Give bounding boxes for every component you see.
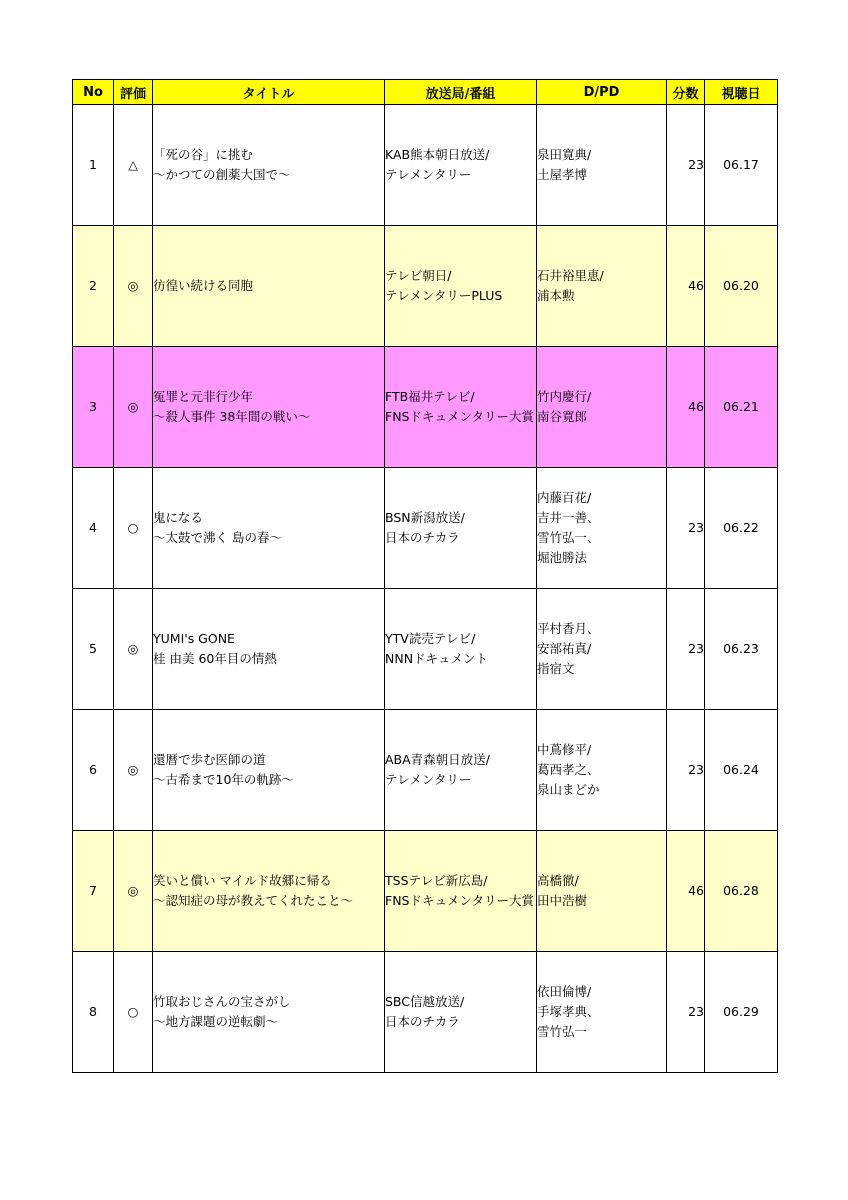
cell-rating: ○ xyxy=(114,952,153,1073)
cell-director: 内藤百花/ 吉井一善、 雪竹弘一、 堀池勝法 xyxy=(537,468,667,589)
cell-no: 7 xyxy=(73,831,114,952)
cell-station: テレビ朝日/ テレメンタリーPLUS xyxy=(385,226,537,347)
cell-title: 冤罪と元非行少年 ～殺人事件 38年間の戦い～ xyxy=(153,347,385,468)
cell-date: 06.21 xyxy=(705,347,778,468)
cell-no: 1 xyxy=(73,105,114,226)
cell-title: 笑いと償い マイルド故郷に帰る ～認知症の母が教えてくれたこと～ xyxy=(153,831,385,952)
cell-minutes: 46 xyxy=(667,831,705,952)
header-title: タイトル xyxy=(153,80,385,105)
cell-rating: ◎ xyxy=(114,710,153,831)
cell-minutes: 46 xyxy=(667,347,705,468)
cell-date: 06.24 xyxy=(705,710,778,831)
cell-date: 06.17 xyxy=(705,105,778,226)
cell-rating: ◎ xyxy=(114,831,153,952)
cell-no: 8 xyxy=(73,952,114,1073)
table-row xyxy=(73,468,778,589)
cell-station: TSSテレビ新広島/ FNSドキュメンタリー大賞 xyxy=(385,831,537,952)
table-row xyxy=(73,347,778,468)
cell-station: SBC信越放送/ 日本のチカラ xyxy=(385,952,537,1073)
table-row xyxy=(73,589,778,710)
cell-station: BSN新潟放送/ 日本のチカラ xyxy=(385,468,537,589)
cell-minutes: 23 xyxy=(667,952,705,1073)
header-minutes: 分数 xyxy=(667,80,705,105)
cell-rating: ◎ xyxy=(114,226,153,347)
table-row xyxy=(73,226,778,347)
cell-station: YTV読売テレビ/ NNNドキュメント xyxy=(385,589,537,710)
cell-director: 中蔦修平/ 葛西孝之、 泉山まどか xyxy=(537,710,667,831)
cell-no: 2 xyxy=(73,226,114,347)
cell-date: 06.28 xyxy=(705,831,778,952)
table-row xyxy=(73,710,778,831)
cell-title: 還暦で歩む医師の道 ～古希まで10年の軌跡～ xyxy=(153,710,385,831)
cell-title: 鬼になる ～太鼓で沸く 島の春～ xyxy=(153,468,385,589)
cell-rating: ○ xyxy=(114,468,153,589)
cell-rating: ◎ xyxy=(114,347,153,468)
cell-minutes: 23 xyxy=(667,589,705,710)
cell-rating: ◎ xyxy=(114,589,153,710)
cell-station: KAB熊本朝日放送/ テレメンタリー xyxy=(385,105,537,226)
cell-date: 06.29 xyxy=(705,952,778,1073)
header-no: No xyxy=(73,80,114,105)
header-director: D/PD xyxy=(537,80,667,105)
cell-director: 平村香月、 安部祐真/ 指宿文 xyxy=(537,589,667,710)
table-row xyxy=(73,105,778,226)
cell-minutes: 23 xyxy=(667,468,705,589)
cell-director: 依田倫博/ 手塚孝典、 雪竹弘一 xyxy=(537,952,667,1073)
cell-director: 竹内慶行/ 南谷寛郎 xyxy=(537,347,667,468)
table-row xyxy=(73,952,778,1073)
cell-no: 3 xyxy=(73,347,114,468)
cell-no: 5 xyxy=(73,589,114,710)
cell-title: 彷徨い続ける同胞 xyxy=(153,226,385,347)
cell-director: 石井裕里恵/ 浦本勲 xyxy=(537,226,667,347)
cell-title: YUMI's GONE 桂 由美 60年目の情熱 xyxy=(153,589,385,710)
cell-station: ABA青森朝日放送/ テレメンタリー xyxy=(385,710,537,831)
cell-title: 竹取おじさんの宝さがし ～地方課題の逆転劇～ xyxy=(153,952,385,1073)
viewing-log-table xyxy=(72,79,778,1073)
cell-station: FTB福井テレビ/ FNSドキュメンタリー大賞 xyxy=(385,347,537,468)
cell-date: 06.23 xyxy=(705,589,778,710)
cell-date: 06.22 xyxy=(705,468,778,589)
header-rating: 評価 xyxy=(114,80,153,105)
cell-title: 「死の谷」に挑む ～かつての創薬大国で～ xyxy=(153,105,385,226)
table-row xyxy=(73,831,778,952)
header-date: 視聴日 xyxy=(705,80,778,105)
cell-rating: △ xyxy=(114,105,153,226)
header-row xyxy=(73,80,778,105)
cell-no: 6 xyxy=(73,710,114,831)
header-station: 放送局/番組 xyxy=(385,80,537,105)
cell-date: 06.20 xyxy=(705,226,778,347)
cell-minutes: 23 xyxy=(667,105,705,226)
cell-director: 高橋徹/ 田中浩樹 xyxy=(537,831,667,952)
cell-no: 4 xyxy=(73,468,114,589)
cell-minutes: 23 xyxy=(667,710,705,831)
cell-director: 泉田寛典/ 土屋孝博 xyxy=(537,105,667,226)
cell-minutes: 46 xyxy=(667,226,705,347)
